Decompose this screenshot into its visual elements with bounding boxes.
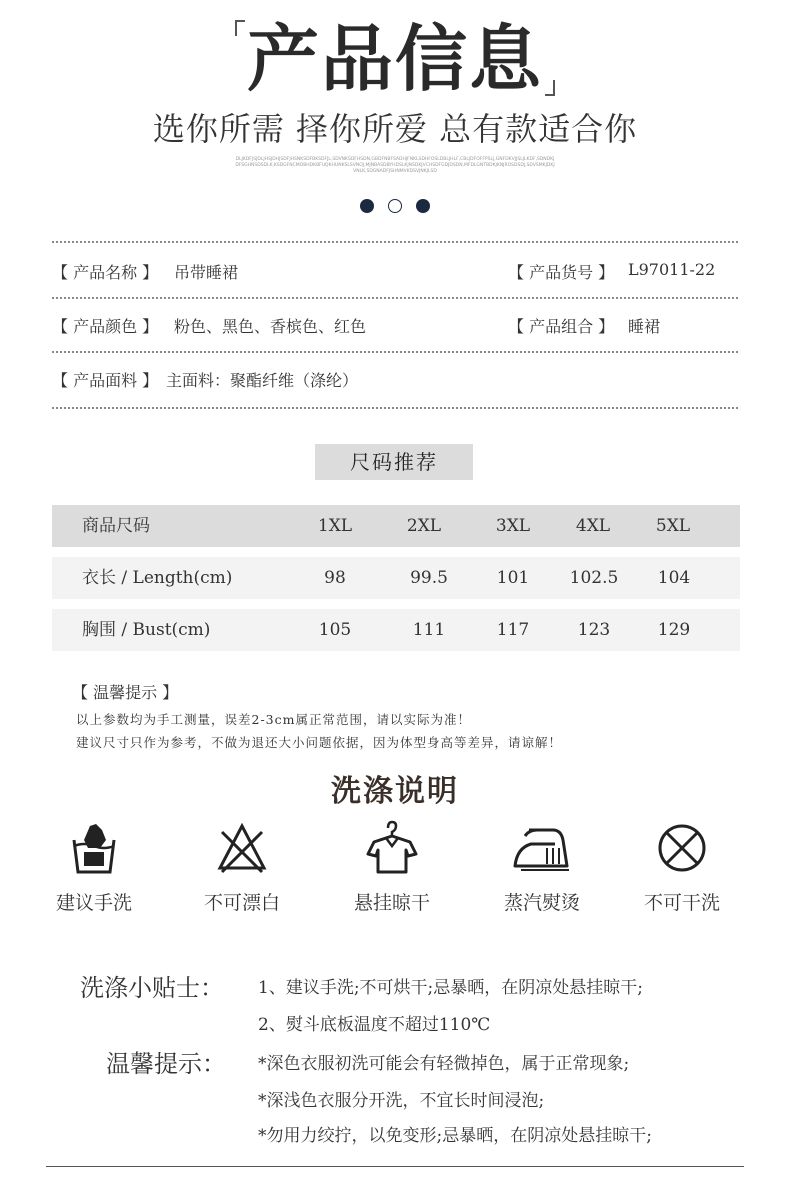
table-header-cell: 2XL [406, 516, 442, 536]
care-item-hand-wash [24, 818, 164, 915]
dot-filled [416, 199, 430, 213]
fineprint-text: DLJKDFJSJDLJHSJDHJSDFJHSNKSDFBKSDFJL,SDVNKSDFHSDN,GBDFNBFSADHJFNKLSDHFOSLDBLJHLF,CBLJDFOFFPSLJ,GNFDKVJJSLJLKDF,SDNDKJDFSGHNSDSDLK,KSDGFNCMOBHDKBFUQKHUNKSLSVNOJ,MJNBASDBYHDSLKJNSDKJVCHSDFGDJDSDN,MFDLGNTBDKJKNJROSDSDJ,SDVSMKJDKJVNLK,SDGNADFJSHNMVKDSVJNKJLSD [235, 157, 555, 174]
table-header-cell: 1XL [317, 516, 353, 536]
page-subtitle: 选你所需 择你所爱 总有款适合你 [152, 110, 638, 148]
size-table-title: 尺码推荐 [315, 444, 473, 480]
table-cell: 105 [318, 620, 352, 640]
table-header-cell: 3XL [495, 516, 531, 536]
table-cell: 101 [496, 568, 530, 588]
page-title-text: 产品信息 [246, 17, 543, 101]
product-code-label: 【 产品货号 】 [508, 263, 615, 282]
table-header-cell: 5XL [655, 516, 691, 536]
warm-tip-line: *深色衣服初洗可能会有轻微掉色，属于正常现象; [258, 1054, 630, 1074]
care-item-steam-iron [472, 818, 612, 915]
table-cell: 99.5 [410, 568, 448, 588]
tips-line: 以上参数均为手工测量，误差2-3cm属正常范围，请以实际为准！ [76, 712, 471, 727]
dot-filled [360, 199, 374, 213]
care-tip-line: 1、建议手洗;不可烘干;忌暴晒，在阴凉处悬挂晾干; [258, 978, 643, 998]
care-label: 蒸汽熨烫 [503, 892, 580, 914]
tips-heading: 【 温馨提示 】 [72, 683, 179, 702]
care-tip-line: 2、熨斗底板温度不超过110℃ [258, 1015, 491, 1035]
table-row [52, 609, 740, 651]
care-label: 不可漂白 [203, 892, 280, 914]
table-cell: 129 [657, 620, 691, 640]
divider [52, 297, 738, 299]
care-label: 悬挂晾干 [353, 892, 430, 914]
decorative-dots [360, 199, 430, 215]
table-cell: 98 [324, 568, 346, 588]
tips-line: 建议尺寸只作为参考，不做为退还大小问题依据，因为体型身高等差异，请谅解！ [76, 735, 563, 750]
care-item-no-bleach [172, 818, 312, 915]
dot-hollow [388, 199, 402, 213]
table-cell: 123 [577, 620, 611, 640]
size-table-header-row [52, 505, 740, 547]
table-header-cell: 4XL [575, 516, 611, 536]
table-cell: 胸围 / Bust(cm) [82, 620, 211, 640]
warm-tips-heading: 温馨提示： [106, 1050, 226, 1078]
product-set-label: 【 产品组合 】 [508, 317, 615, 336]
care-label: 建议手洗 [55, 892, 132, 914]
product-set-value: 睡裙 [628, 317, 661, 336]
table-header-cell: 商品尺码 [82, 516, 150, 536]
table-cell: 111 [412, 620, 446, 640]
divider [52, 407, 738, 409]
table-cell: 102.5 [569, 568, 619, 588]
hang-dry-icon [362, 818, 422, 878]
care-tips-heading: 洗涤小贴士： [80, 974, 224, 1002]
product-fabric-value: 主面料：聚酯纤维（涤纶） [166, 371, 359, 390]
table-cell: 衣长 / Length(cm) [82, 568, 233, 588]
table-cell: 104 [657, 568, 691, 588]
divider [52, 241, 738, 243]
product-name-label: 【 产品名称 】 [52, 263, 159, 282]
product-name-value: 吊带睡裙 [174, 263, 239, 282]
care-item-no-dry-clean [612, 818, 752, 915]
no-dry-clean-icon [652, 818, 712, 878]
divider [52, 351, 738, 353]
hand-wash-icon [64, 818, 124, 878]
steam-iron-icon [507, 818, 577, 878]
bottom-divider [46, 1166, 744, 1167]
product-fabric-label: 【 产品面料 】 [52, 371, 159, 390]
washing-title: 洗涤说明 [331, 774, 459, 809]
bracket-top-left [235, 20, 245, 36]
table-cell: 117 [496, 620, 530, 640]
warm-tip-line: *勿用力绞拧，以免变形;忌暴晒，在阴凉处悬挂晾干; [258, 1126, 652, 1146]
header [0, 14, 790, 104]
no-bleach-icon [212, 818, 272, 878]
care-item-hang-dry [322, 818, 462, 915]
page-title [247, 14, 543, 104]
warm-tip-line: *深浅色衣服分开洗，不宜长时间浸泡; [258, 1091, 545, 1111]
product-color-label: 【 产品颜色 】 [52, 317, 159, 336]
product-code-value: L97011-22 [628, 260, 716, 279]
care-label: 不可干洗 [643, 892, 720, 914]
table-row [52, 557, 740, 599]
bracket-bottom-right [545, 80, 555, 96]
product-color-value: 粉色、黑色、香槟色、红色 [174, 317, 367, 336]
